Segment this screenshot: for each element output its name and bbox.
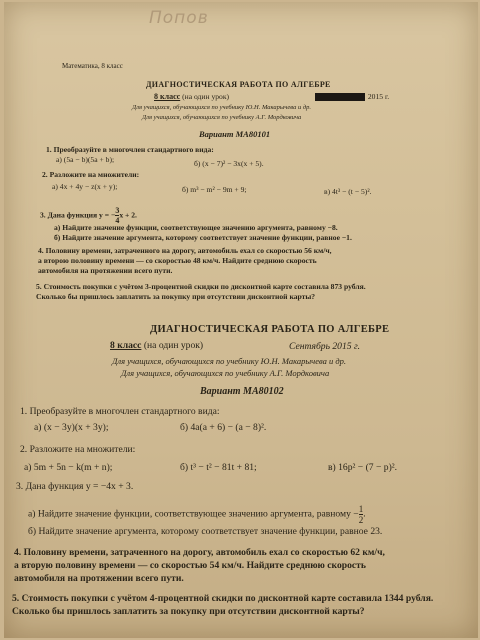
v1-q2b: б) m³ − m² − 9m + 9; [182, 185, 247, 194]
v2-variant: Вариант МА80102 [200, 386, 284, 397]
v1-class-line [154, 92, 389, 101]
v2-q5-line1: 5. Стоимость покупки с учётом 4-процентной скидки по дисконтной карте составила 1344 рубля. [12, 593, 434, 604]
v2-note1: Для учащихся, обучающихся по учебнику Ю.Н. Макарычева и др. [112, 356, 347, 366]
v1-q1: 1. Преобразуйте в многочлен стандартного вида: [46, 145, 214, 154]
v1-q1b: б) (x − 7)² − 3x(x + 5). [194, 159, 264, 168]
v1-title: ДИАГНОСТИЧЕСКАЯ РАБОТА ПО АЛГЕБРЕ [146, 80, 331, 89]
v1-q4-line2: а второю половину времени — со скоростью 48 км/ч. Найдите среднюю скорость [38, 256, 317, 265]
v2-q1a: а) (x − 3y)(x + 3y); [34, 422, 109, 433]
v1-variant: Вариант МА80101 [199, 129, 271, 139]
v1-q3-suffix: x + 2. [119, 210, 137, 220]
v1-q3b: б) Найдите значение аргумента, которому соответствует значение функции, равное −1. [54, 233, 352, 242]
v2-q3a-den: 2 [358, 515, 364, 525]
v2-q3b: б) Найдите значение аргумента, которому соответствует значение функции, равное 23. [28, 526, 383, 537]
handwritten-name: Попов [149, 8, 209, 28]
v2-note2: Для учащихся, обучающихся по учебнику А.Г. Мордковича [121, 368, 330, 378]
v1-q3-den: 4 [115, 216, 120, 225]
worksheet-paper [4, 2, 478, 638]
v2-q4-line1: 4. Половину времени, затраченного на дорогу, автомобиль ехал со скоростью 62 км/ч, [14, 547, 385, 558]
v2-q4-line3: автомобиля на протяжении всего пути. [14, 573, 184, 584]
v1-q5-line2: Сколько бы пришлось заплатить за покупку при отсутствии дисконтной карты? [36, 292, 316, 301]
v2-class-line [110, 340, 203, 351]
v1-duration: (на один урок) [182, 92, 230, 101]
v2-q3: 3. Дана функция y = −4x + 3. [16, 481, 134, 492]
v1-q3a: а) Найдите значение функции, соответствующее значению аргумента, равному −8. [54, 223, 338, 232]
v2-q2c: в) 16p² − (7 − p)². [328, 462, 398, 473]
v1-q4-line3: автомобиля на протяжении всего пути. [38, 266, 173, 275]
v2-q3a-end: . [363, 508, 366, 520]
v1-note2: Для учащихся, обучающихся по учебнику А.Г. Мордковича [142, 114, 302, 121]
v2-title: ДИАГНОСТИЧЕСКАЯ РАБОТА ПО АЛГЕБРЕ [150, 324, 390, 335]
v1-q2c: в) 4t³ − (t − 5)². [324, 187, 372, 196]
v1-q1a: а) (5a − b)(5a + b); [56, 155, 115, 164]
v1-class-label: 8 класс [154, 92, 181, 101]
redaction-mark [315, 93, 365, 101]
v1-q2: 2. Разложите на множители: [42, 170, 140, 179]
v1-q2a: а) 4x + 4y − z(x + y); [52, 182, 118, 191]
subject-line: Математика, 8 класс [62, 62, 123, 70]
v2-q2a: а) 5m + 5n − k(m + n); [24, 462, 113, 473]
v2-q3a-num: 1 [358, 504, 364, 514]
v2-q1b: б) 4a(a + 6) − (a − 8)². [180, 422, 267, 433]
v1-q4-line1: 4. Половину времени, затраченного на дорогу, автомобиль ехал со скоростью 56 км/ч, [38, 246, 332, 255]
v2-q2b: б) t³ − t² − 81t + 81; [180, 462, 257, 473]
v2-q1: 1. Преобразуйте в многочлен стандартного вида: [20, 406, 220, 417]
v2-q3a [28, 504, 366, 525]
v2-q2: 2. Разложите на множители: [20, 444, 136, 455]
v1-q5-line1: 5. Стоимость покупки с учётом 3-процентной скидки по дисконтной карте составила 873 рубля. [36, 282, 366, 291]
v1-q3-num: 3 [115, 206, 120, 215]
v2-q5-line2: Сколько бы пришлось заплатить за покупку при отсутствии дисконтной карты? [12, 606, 365, 617]
v2-class-label: 8 класс [110, 340, 142, 351]
v1-q3-prefix: 3. Дана функция y = − [40, 210, 116, 220]
v2-q4-line2: а вторую половину времени — со скоростью 54 км/ч. Найдите среднюю скорость [14, 560, 366, 571]
v2-date: Сентябрь 2015 г. [289, 341, 360, 352]
v1-note1: Для учащихся, обучающихся по учебнику Ю.Н. Макарычева и др. [132, 104, 311, 111]
v2-q3a-text: а) Найдите значение функции, соответствующее значению аргумента, равному − [28, 508, 359, 520]
v1-date: 2015 г. [367, 92, 390, 101]
v2-duration: (на один урок) [143, 340, 204, 351]
